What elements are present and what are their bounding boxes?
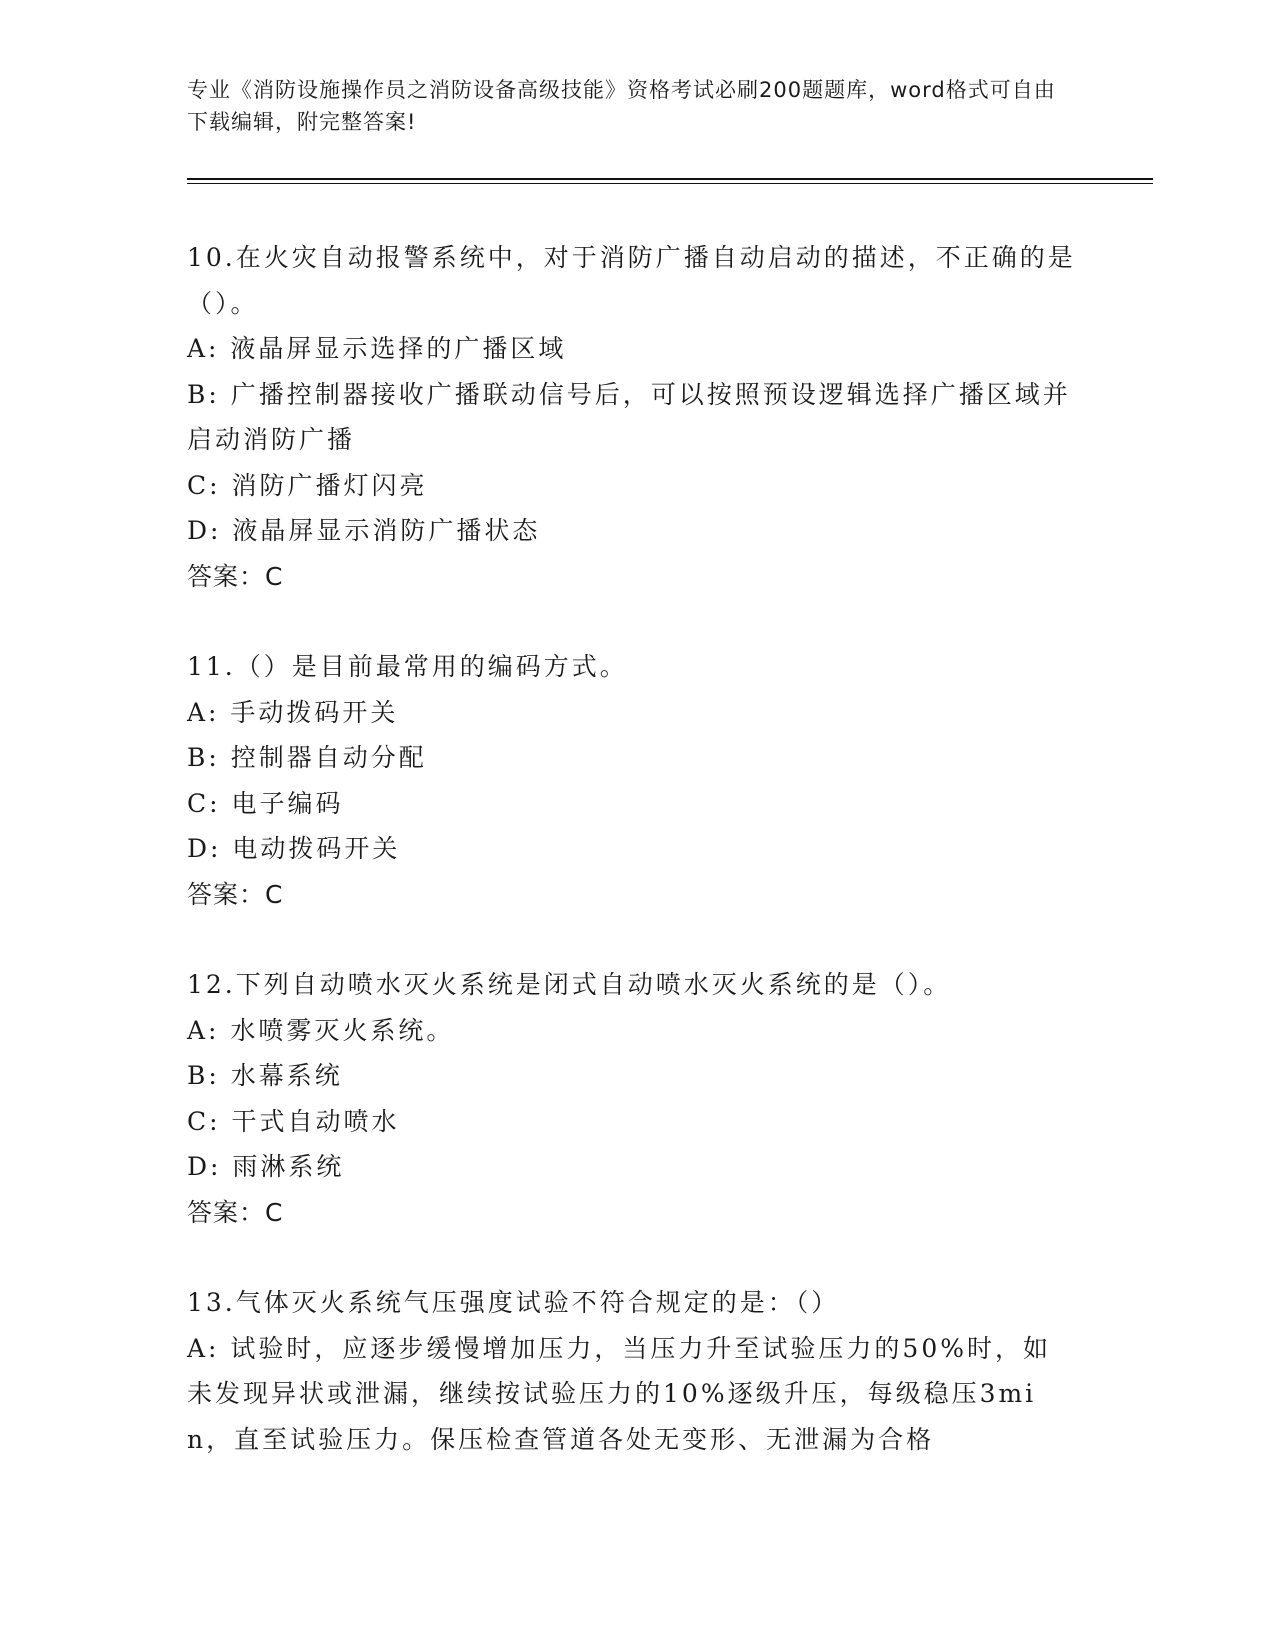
header-divider-thick: [187, 178, 1153, 180]
option-a: A: 水喷雾灭火系统。: [187, 1015, 455, 1045]
option-c: C: 干式自动喷水: [187, 1106, 400, 1136]
question-12: [187, 962, 1077, 1235]
option-a: A: 手动拨码开关: [187, 697, 399, 727]
option-b: B: 水幕系统: [187, 1061, 343, 1090]
question-13: [187, 1280, 1077, 1462]
header-divider-thin: [187, 183, 1153, 184]
option-d: D: 雨淋系统: [187, 1152, 345, 1181]
question-list: [187, 235, 1077, 1507]
answer: 答案：C: [187, 1197, 284, 1227]
question-stem: 13.气体灭火系统气压强度试验不符合规定的是：（）: [187, 1288, 840, 1317]
question-10: [187, 235, 1077, 599]
option-a: A: 试验时，应逐步缓慢增加压力，当压力升至试验压力的50%时，如未发现异状或泄漏，继续按试验压力的10%逐级升压，每级稳压3min，直至试验压力。保压检查管道各处无变形、无泄漏为合格: [187, 1333, 1051, 1454]
option-c: C: 电子编码: [187, 788, 344, 818]
answer: 答案：C: [187, 879, 284, 909]
question-stem: 11.（）是目前最常用的编码方式。: [187, 652, 628, 681]
option-a: A: 液晶屏显示选择的广播区域: [187, 334, 567, 363]
question-stem: 10.在火灾自动报警系统中，对于消防广播自动启动的描述，不正确的是（）。: [187, 243, 1076, 318]
option-d: D: 电动拨码开关: [187, 834, 401, 863]
question-11: [187, 644, 1077, 917]
option-b: B: 控制器自动分配: [187, 743, 427, 772]
option-c: C: 消防广播灯闪亮: [187, 470, 428, 500]
option-b: B: 广播控制器接收广播联动信号后，可以按照预设逻辑选择广播区域并启动消防广播: [187, 379, 1071, 454]
option-d: D: 液晶屏显示消防广播状态: [187, 516, 541, 545]
question-stem: 12.下列自动喷水灭火系统是闭式自动喷水灭火系统的是（）。: [187, 970, 952, 999]
document-header: 专业《消防设施操作员之消防设备高级技能》资格考试必刷200题题库，word格式可自由下载编辑，附完整答案!: [187, 78, 1056, 134]
answer: 答案：C: [187, 561, 284, 591]
